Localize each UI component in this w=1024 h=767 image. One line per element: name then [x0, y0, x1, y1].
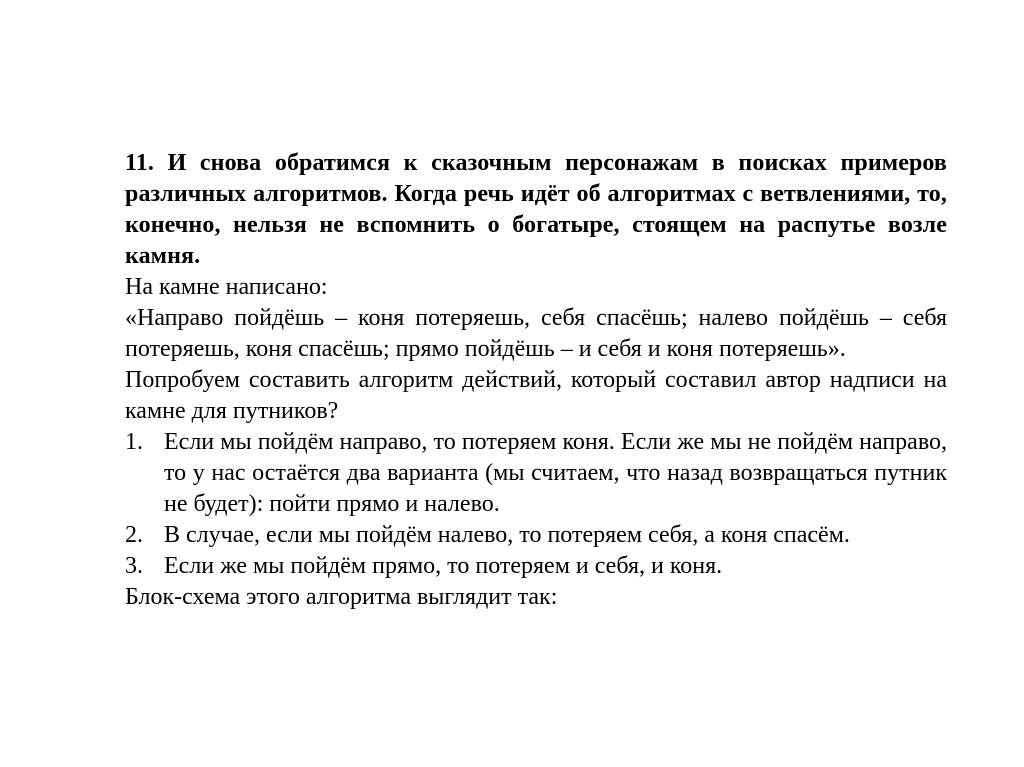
list-item: [125, 427, 947, 520]
flowchart-intro: Блок-схема этого алгоритма выглядит так:: [125, 584, 558, 610]
algorithm-question: Попробуем составить алгоритм действий, который составил автор надписи на камне для путников?: [125, 367, 947, 424]
list-item-number: 2.: [125, 522, 143, 548]
list-item-number: 1.: [125, 429, 143, 455]
list-item: [125, 520, 947, 551]
list-item-number: 3.: [125, 553, 143, 579]
stone-label: На камне написано:: [125, 274, 328, 300]
list-item-text: Если же мы пойдём прямо, то потеряем и себя, и коня.: [164, 553, 723, 579]
list-item-text: Если мы пойдём направо, то потеряем коня. Если же мы не пойдём направо, то у нас остаётся два варианта (мы считаем, что назад возвращаться путник не будет): пойти прямо и налево.: [164, 429, 947, 517]
list-item: [125, 551, 947, 582]
algorithm-steps-list: [125, 427, 947, 582]
slide-text-block: [125, 148, 947, 613]
stone-quote: «Направо пойдёшь – коня потеряешь, себя спасёшь; налево пойдёшь – себя потеряешь, коня спасёшь; прямо пойдёшь – и себя и коня потеряешь».: [125, 305, 947, 362]
task-heading: 11. И снова обратимся к сказочным персонажам в поисках примеров различных алгоритмов. Когда речь идёт об алгоритмах с ветвлениями, то, конечно, нельзя не вспомнить о богатыре, стоящем на распутье возле камня.: [125, 150, 947, 269]
list-item-text: В случае, если мы пойдём налево, то потеряем себя, а коня спасём.: [164, 522, 850, 548]
